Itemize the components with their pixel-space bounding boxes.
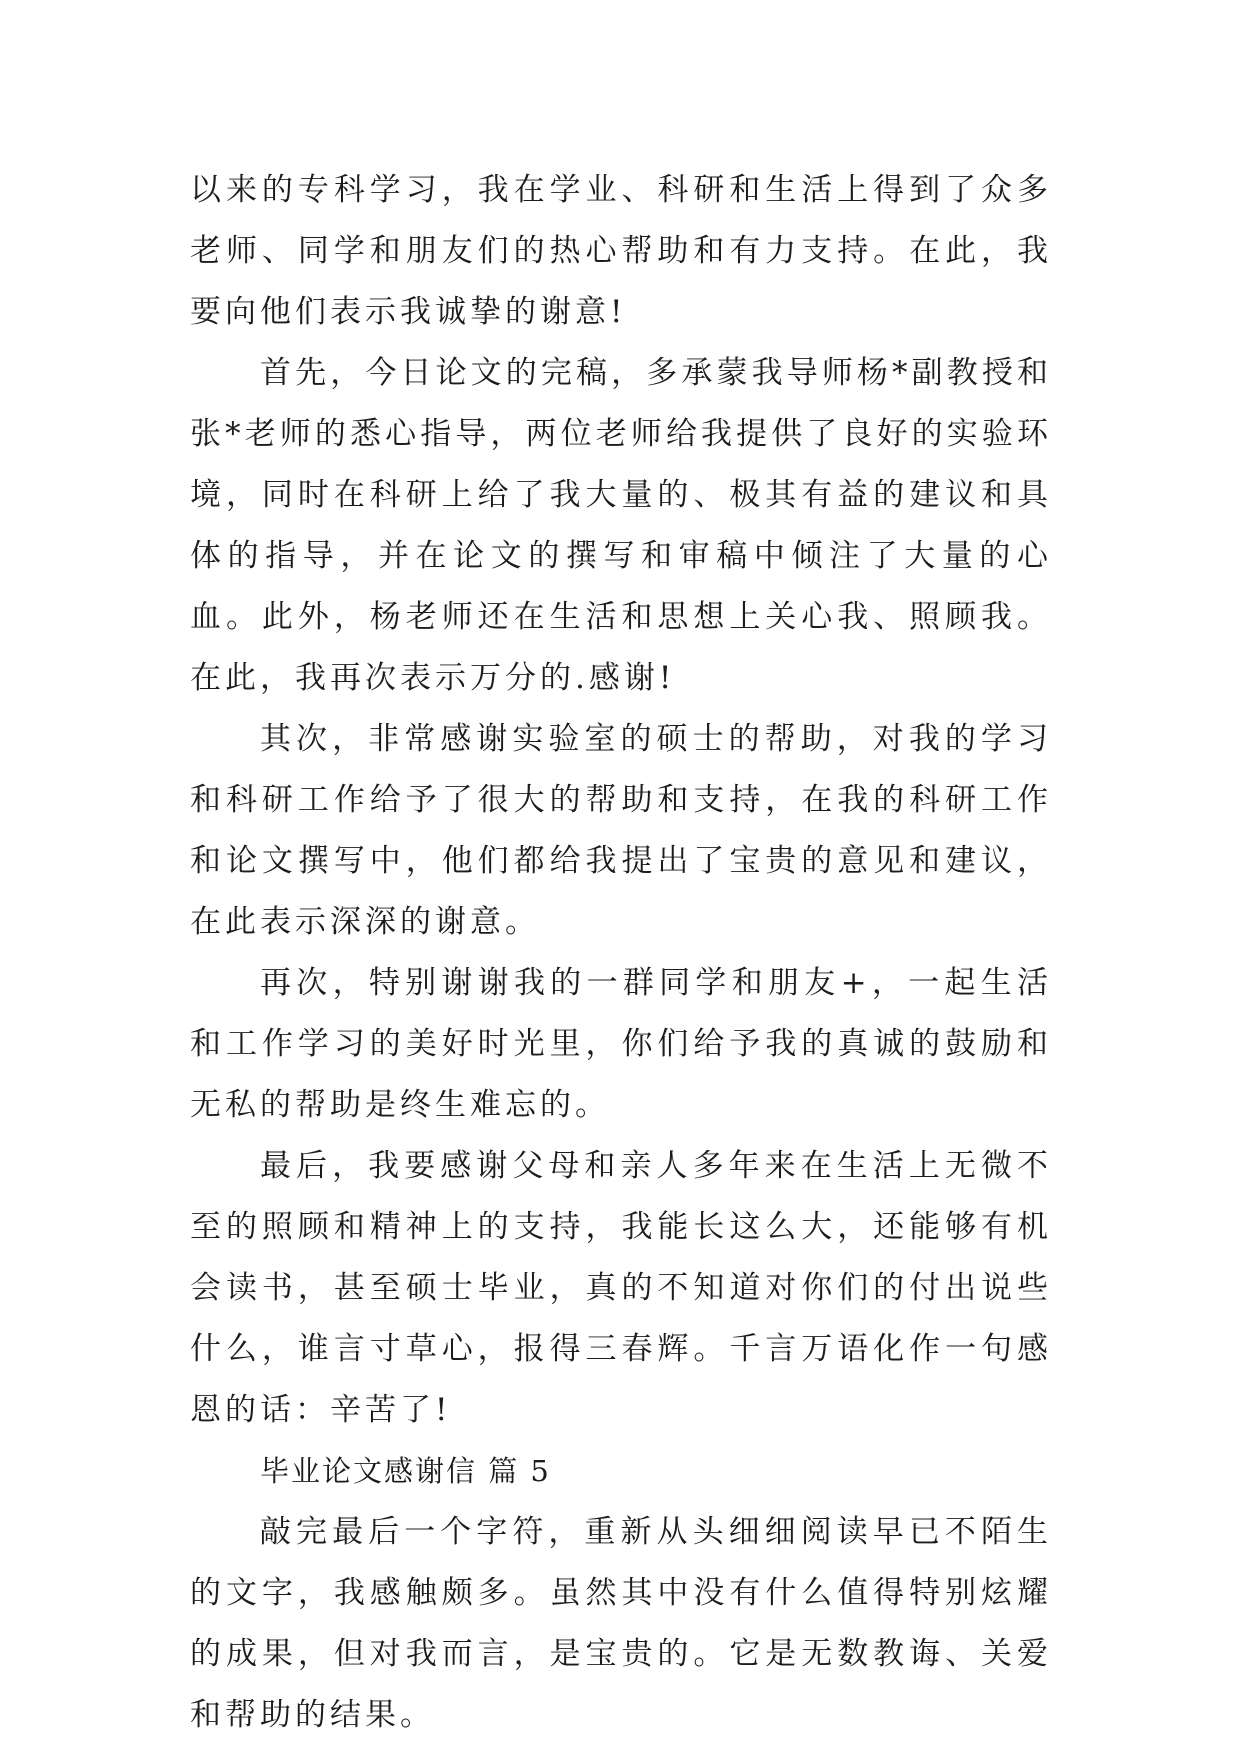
section-heading: 毕业论文感谢信 篇 5 [260, 1454, 551, 1488]
paragraph-thanks-family: 最后，我要感谢父母和亲人多年来在生活上无微不至的照顾和精神上的支持，我能长这么大，还能够有机会读书，甚至硕士毕业，真的不知道对你们的付出说些什么，谁言寸草心，报得三春辉。千言万语化作一句感恩的话：辛苦了! [190, 1148, 1052, 1428]
paragraph-final: 敲完最后一个字符，重新从头细细阅读早已不陌生的文字，我感触颇多。虽然其中没有什么值得特别炫耀的成果，但对我而言，是宝贵的。它是无数教诲、关爱和帮助的结果。 [190, 1514, 1052, 1733]
paragraph-thanks-lab: 其次，非常感谢实验室的硕士的帮助，对我的学习和科研工作给予了很大的帮助和支持，在我的科研工作和论文撰写中，他们都给我提出了宝贵的意见和建议，在此表示深深的谢意。 [190, 721, 1052, 940]
paragraph-thanks-intro: 以来的专科学习，我在学业、科研和生活上得到了众多老师、同学和朋友们的热心帮助和有力支持。在此，我要向他们表示我诚挚的谢意! [190, 172, 1052, 330]
paragraph-thanks-advisors: 首先，今日论文的完稿，多承蒙我导师杨*副教授和张*老师的悉心指导，两位老师给我提供了良好的实验环境，同时在科研上给了我大量的、极其有益的建议和具体的指导，并在论文的撰写和审稿中倾注了大量的心血。此外，杨老师还在生活和思想上关心我、照顾我。在此，我再次表示万分的.感谢! [190, 355, 1052, 696]
paragraph-thanks-friends: 再次，特别谢谢我的一群同学和朋友+，一起生活和工作学习的美好时光里，你们给予我的真诚的鼓励和无私的帮助是终生难忘的。 [190, 965, 1052, 1123]
document-body [190, 160, 1052, 1746]
